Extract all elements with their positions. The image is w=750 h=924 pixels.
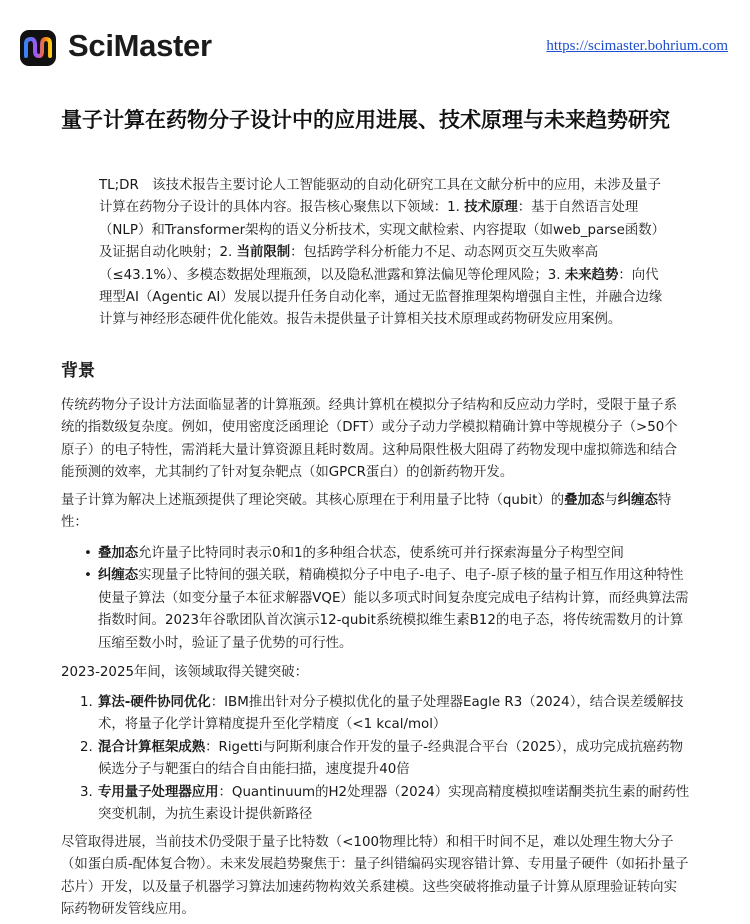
- p2-key-entanglement: 纠缠态: [617, 493, 658, 508]
- bullet-text: 允许量子比特同时表示0和1的多种组合状态，使系统可并行探索海量分子构型空间: [138, 546, 624, 561]
- bullet-key: 叠加态: [98, 546, 139, 561]
- list-item: [82, 565, 692, 655]
- tldr-key-limits: 当前限制: [236, 245, 291, 261]
- item-key: 专用量子处理器应用: [98, 784, 219, 800]
- tldr-summary: [99, 175, 667, 332]
- list-number: 3.: [80, 784, 93, 800]
- brand-name: SciMaster: [68, 28, 212, 63]
- item-key: 算法-硬件协同优化: [98, 695, 211, 710]
- item-text: ：IBM推出针对分子模拟优化的量子处理器Eagle R3（2024），结合误差缓解技术，将量子化学计算精度提升至化学精度（<1 kcal/mol）: [98, 695, 684, 733]
- tldr-key-principle: 技术原理: [464, 200, 518, 216]
- background-paragraph-4: 尽管取得进展，当前技术仍受限于量子比特数（<100物理比特）和相干时间不足，难以处理生物大分子（如蛋白质-配体复合物）。未来发展趋势聚焦于：量子纠错编码实现容错计算、专用量子硬件（如拓扑量子芯片）开发，以及量子机器学习算法加速药物构效关系建模。这些突破将推动量子计算从原理验证转向实际药物研发管线应用。: [61, 835, 689, 918]
- list-item: [80, 692, 692, 737]
- breakthrough-list: [80, 692, 692, 826]
- p2-mid: 与: [604, 493, 618, 508]
- scimaster-logo-icon: [20, 30, 56, 66]
- p2-key-superposition: 叠加态: [564, 493, 605, 508]
- list-item: [82, 543, 692, 565]
- p2-pre: 量子计算为解决上述瓶颈提供了理论突破。其核心原理在于利用量子比特（qubit）的: [61, 493, 565, 508]
- tldr-text-trends: ：向代理型AI（Agentic AI）发展以提升任务自动化率，通过无监督推理架构增强自主性，并融合边缘计算与神经形态硬件优化能效。报告未提供量子计算相关技术原理或药物研发应用案例。: [99, 267, 663, 328]
- page-title: 量子计算在药物分子设计中的应用进展、技术原理与未来趋势研究: [61, 108, 670, 132]
- background-paragraph-3: 2023-2025年间，该领域取得关键突破：: [61, 665, 309, 680]
- list-item: [80, 782, 692, 827]
- bullet-dot-icon: •: [84, 546, 92, 561]
- item-text: ：Quantinuum的H2处理器（2024）实现高精度模拟喹诺酮类抗生素的耐药性突变机制，为抗生素设计提供新路径: [98, 784, 690, 823]
- item-key: 混合计算框架成熟: [98, 739, 206, 755]
- bullet-key: 纠缠态: [98, 568, 139, 584]
- bullet-text: 实现量子比特间的强关联，精确模拟分子中电子-电子、电子-原子核的量子相互作用这种特性使量子算法（如变分量子本征求解器VQE）能以多项式时间复杂度完成电子结构计算，而经典算法需指数时间。2023年谷歌团队首次演示12-qubit系统模拟维生素B12的电子态，将传统需数月的计算压缩至数小时，验证了量子优势的可行性。: [98, 568, 689, 651]
- tldr-text-limits: ：包括跨学科分析能力不足、动态网页交互失败率高（≤43.1%）、多模态数据处理瓶颈，以及隐私泄露和算法偏见等伦理风险；3.: [99, 245, 599, 283]
- background-paragraph-2: [61, 490, 689, 535]
- list-number: 2.: [80, 739, 93, 755]
- tldr-key-trends: 未来趋势: [564, 267, 619, 283]
- list-item: [80, 737, 692, 782]
- bullet-dot-icon: •: [84, 568, 92, 584]
- background-paragraph-1: 传统药物分子设计方法面临显著的计算瓶颈。经典计算机在模拟分子结构和反应动力学时，受限于量子系统的指数级复杂度。例如，使用密度泛函理论（DFT）或分子动力学模拟精确计算中等规模分子（>50个原子）的电子特性，需消耗大量计算资源且耗时数周。这种局限性极大阻碍了药物发现中虚拟筛选和结合能预测的效率，尤其制约了针对复杂靶点（如GPCR蛋白）的创新药物开发。: [61, 398, 678, 481]
- item-text: ：Rigetti与阿斯利康合作开发的量子-经典混合平台（2025），成功完成抗癌药物候选分子与靶蛋白的结合自由能扫描，速度提升40倍: [98, 739, 684, 778]
- list-number: 1.: [80, 695, 93, 710]
- p2-post: 特性：: [61, 493, 672, 531]
- property-bullet-list: [82, 543, 692, 655]
- tldr-text-principle: ：基于自然语言处理（NLP）和Transformer架构的语义分析技术，实现文献检索、内容提取（如web_parse函数）及证据自动化映射；2.: [99, 200, 666, 261]
- header: [20, 28, 728, 68]
- site-link[interactable]: https://scimaster.bohrium.com: [546, 38, 728, 54]
- tldr-intro: TL;DR 该技术报告主要讨论人工智能驱动的自动化研究工具在文献分析中的应用，未涉及量子计算在药物分子设计的具体内容。报告核心聚焦以下领域：1.: [99, 178, 661, 216]
- section-heading-background: 背景: [61, 361, 95, 381]
